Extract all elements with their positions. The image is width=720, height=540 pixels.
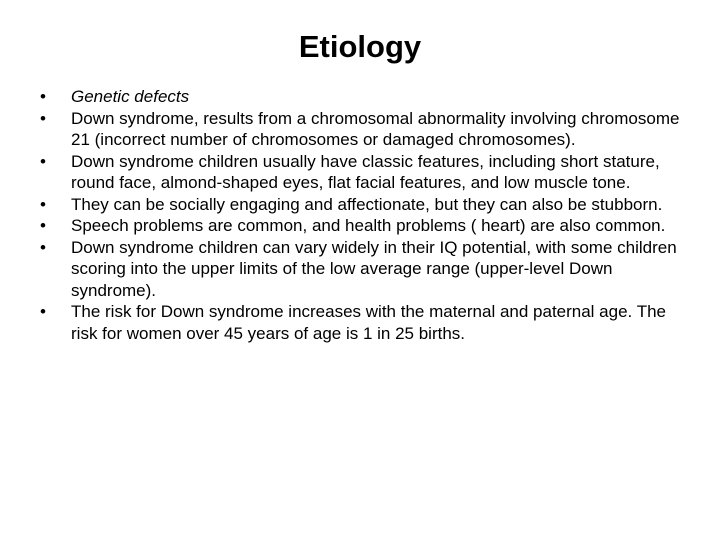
bullet-marker: • <box>40 216 46 235</box>
bullet-marker: • <box>40 194 46 214</box>
bullet-item <box>40 237 680 302</box>
bullet-marker: • <box>40 87 46 106</box>
bullet-item <box>40 215 680 237</box>
bullet-item <box>40 108 680 151</box>
bullet-text: They can be socially engaging and affectionate, but they can also be stubborn. <box>71 194 663 214</box>
bullet-text: Speech problems are common, and health problems ( heart) are also common. <box>71 216 666 235</box>
bullet-list <box>40 86 680 344</box>
bullet-marker: • <box>40 237 46 257</box>
bullet-marker: • <box>40 108 46 128</box>
bullet-text: Down syndrome children can vary widely in their IQ potential, with some children scoring into the upper limits of the low average range (upper-level Down syndrome). <box>71 237 677 300</box>
bullet-item <box>40 86 680 108</box>
bullet-item <box>40 301 680 344</box>
slide-title: Etiology <box>298 29 422 64</box>
bullet-item <box>40 194 680 216</box>
bullet-marker: • <box>40 302 46 321</box>
bullet-text: Genetic defects <box>71 87 190 106</box>
bullet-text: The risk for Down syndrome increases with the maternal and paternal age. The risk for women over 45 years of age is 1 in 25 births. <box>71 302 666 343</box>
bullet-item <box>40 151 680 194</box>
bullet-text: Down syndrome, results from a chromosomal abnormality involving chromosome 21 (incorrect number of chromosomes or damaged chromosomes). <box>71 108 680 149</box>
bullet-text: Down syndrome children usually have classic features, including short stature, round face, almond-shaped eyes, flat facial features, and low muscle tone. <box>71 151 660 192</box>
bullet-marker: • <box>40 151 46 171</box>
